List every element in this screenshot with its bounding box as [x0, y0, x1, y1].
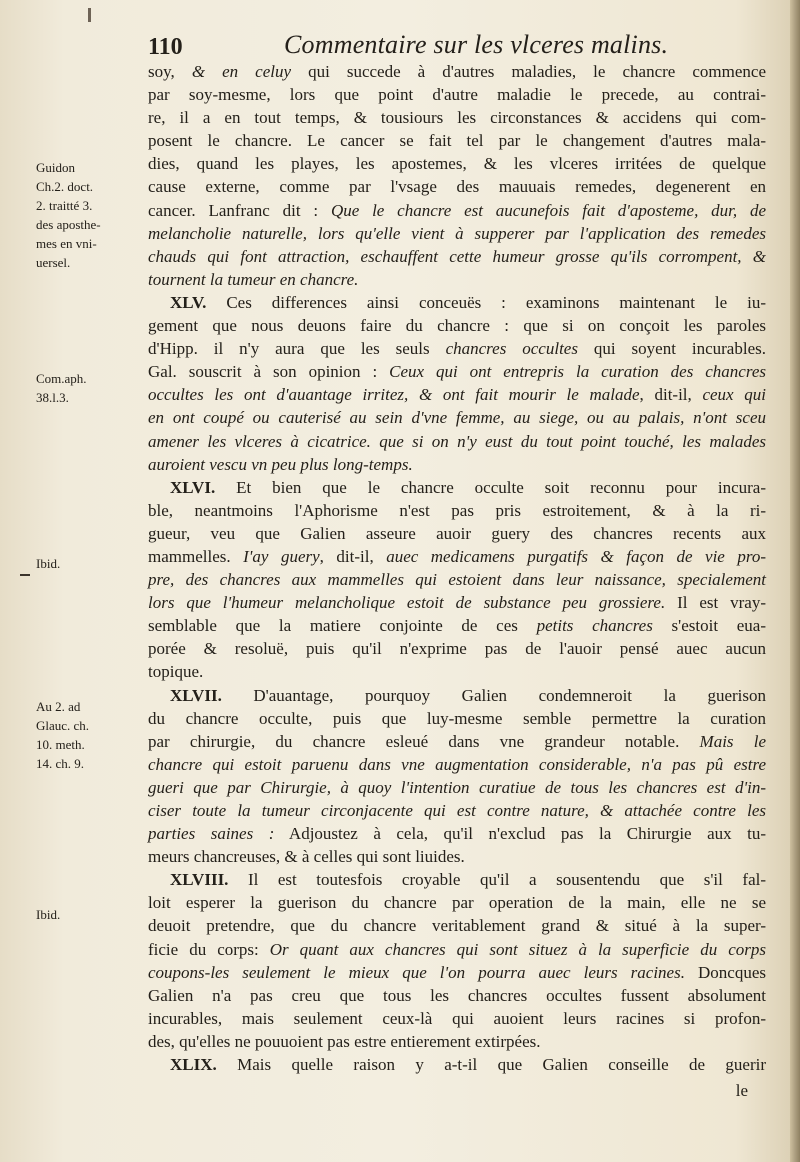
italic-quote: amener les vlceres à cicatrice. que si on n'y eust du tout point touché, les malades — [148, 431, 766, 451]
text-run: du chancre occulte, puis que luy-mesme semble permettre la curation — [148, 708, 766, 728]
italic-quote: Or quant aux chancres qui sont situez à la superficie du corps — [269, 939, 766, 959]
text-run: cancer. Lanfranc dit : — [148, 200, 331, 220]
text-line — [148, 129, 766, 152]
text-line — [148, 914, 766, 937]
italic-quote: coupons-les seulement le mieux que l'on pourra auec leurs racines. — [148, 962, 685, 982]
text-line — [148, 1007, 766, 1030]
text-run: deuoit pretendre, que du chancre veritablement grand & situé à la super- — [148, 916, 766, 936]
margin-note-line: Au 2. ad — [36, 699, 81, 714]
text-run: D'auantage, pourquoy Galien condemneroit la guerison — [221, 685, 766, 705]
margin-note-line: 10. meth. — [36, 737, 85, 752]
text-run: semblable que la matiere conjointe de ces — [148, 616, 537, 636]
margin-dash-mark — [20, 574, 30, 576]
text-line — [148, 891, 766, 914]
text-run: , dit-il, — [639, 385, 703, 405]
margin-note — [36, 369, 132, 407]
text-line — [148, 707, 766, 730]
text-line — [148, 337, 766, 360]
section-number: XLVIII. — [170, 870, 229, 890]
text-run: gueur, veu que Galien asseure auoir guery des chancres recents aux — [148, 523, 766, 543]
text-line — [148, 753, 766, 776]
margin-note-line: uersel. — [36, 255, 71, 270]
text-run: re, il a en tout temps, & tousiours les circonstances & accidens qui com- — [148, 108, 766, 128]
text-line — [148, 360, 766, 383]
section-number: XLVI. — [170, 477, 216, 497]
text-run: des, qu'elles ne pouuoient pas estre entierement extirpées. — [148, 1031, 541, 1051]
italic-quote: & en celuy — [191, 62, 292, 81]
text-line — [148, 1053, 766, 1076]
running-title: Commentaire sur les vlceres malins. — [284, 30, 669, 59]
text-line — [148, 430, 766, 453]
italic-quote: Que le chancre est aucunefois fait d'aposteme, dur, de — [330, 200, 766, 220]
catchword: le — [735, 1081, 748, 1100]
text-run: incurables, mais seulement ceux-là qui auoient leurs racines si profon- — [148, 1008, 766, 1028]
section-number: XLV. — [170, 292, 207, 312]
text-line — [148, 984, 766, 1007]
italic-quote: Ceux qui ont entrepris la curation des chancres — [389, 362, 766, 382]
text-line — [148, 660, 766, 683]
text-line — [148, 83, 766, 106]
margin-note-line: Ibid. — [36, 907, 61, 922]
text-line — [148, 175, 766, 198]
margin-note-line: Com.aph. — [36, 371, 87, 386]
text-run: ble, neantmoins l'Aphorisme n'est pas pris estroitement, & à la ri- — [148, 500, 766, 520]
italic-quote: auec medicamens purgatifs & façon de vie pro- — [386, 546, 766, 566]
text-line — [148, 383, 766, 406]
text-line — [148, 453, 766, 476]
text-run: porée & resoluë, puis qu'il n'exprime pas de l'auoir pensé auec aucun — [148, 639, 766, 659]
text-line — [148, 314, 766, 337]
text-line — [148, 291, 766, 314]
text-line — [148, 106, 766, 129]
page-gutter — [790, 0, 800, 1162]
italic-quote: chancres occultes — [445, 339, 578, 359]
margin-note-line: 2. traitté 3. — [36, 198, 93, 213]
text-line — [148, 822, 766, 845]
text-run: s'estoit eua- — [652, 616, 766, 636]
margin-note-line: des aposthe- — [36, 217, 101, 232]
text-run: qui soyent incurables. — [577, 339, 766, 359]
margin-note-line: Glauc. ch. — [36, 718, 90, 733]
text-run: par chirurgie, du chancre esleué dans vne grandeur notable. — [148, 731, 700, 751]
italic-quote: lors que l'humeur melancholique estoit de substance peu grossiere. — [148, 593, 666, 613]
text-line — [148, 60, 766, 83]
text-run: d'Hipp. il n'y aura que les seuls — [148, 339, 446, 359]
running-header — [148, 30, 768, 64]
italic-quote: Mais le — [699, 731, 766, 751]
text-run: cause externe, comme par l'vsage des mauuais remedes, degenerent en — [148, 177, 766, 197]
text-run: posent le chancre. Le cancer se fait tel par le changement d'autres mala- — [148, 131, 766, 151]
text-line — [148, 199, 766, 222]
text-run: Mais quelle raison y a-t-il que Galien conseille de guerir — [216, 1055, 766, 1075]
text-line — [148, 222, 766, 245]
text-line — [148, 152, 766, 175]
text-run: ficie du corps: — [148, 939, 270, 959]
text-line — [148, 499, 766, 522]
text-line — [148, 961, 766, 984]
ink-mark — [88, 8, 91, 22]
margin-note — [36, 697, 132, 773]
text-run: topique. — [148, 662, 204, 682]
italic-quote: chancre qui estoit paruenu dans vne augmentation considerable, n'a pas pû estre — [148, 754, 766, 774]
margin-note-line: Guidon — [36, 160, 75, 175]
text-line — [148, 568, 766, 591]
section-number: XLVII. — [170, 685, 222, 705]
text-line — [148, 684, 766, 707]
text-line — [148, 938, 766, 961]
text-line — [148, 245, 766, 268]
page-number: 110 — [148, 34, 183, 60]
text-run: par soy-mesme, lors que point d'autre maladie le precede, au contrai- — [148, 85, 766, 105]
italic-quote: tournent la tumeur en chancre. — [148, 269, 359, 289]
main-text — [148, 60, 766, 1076]
text-line — [148, 868, 766, 891]
text-line — [148, 845, 766, 868]
text-run: Il est toutesfois croyable qu'il a sousentendu que s'il fal- — [228, 870, 766, 890]
text-line — [148, 637, 766, 660]
text-line — [148, 591, 766, 614]
text-run: Doncques — [684, 962, 766, 982]
italic-quote: I'ay guery — [243, 546, 320, 566]
text-run: Galien n'a pas creu que tous les chancres occultes fussent absolument — [148, 985, 766, 1005]
text-run: mammelles. — [148, 546, 244, 566]
italic-quote: gueri que par Chirurgie, à quoy l'intention curatiue de tous les chancres est d'in- — [148, 777, 766, 797]
margin-note — [36, 554, 132, 573]
text-run: Adjoustez à cela, qu'il n'exclud pas la Chirurgie aux tu- — [274, 824, 766, 844]
text-run: gement que nous deuons faire du chancre : que si on conçoit les paroles — [148, 316, 766, 336]
text-line — [148, 799, 766, 822]
margin-note-line: Ibid. — [36, 556, 61, 571]
italic-quote: auroient vescu vn peu plus long-temps. — [148, 454, 413, 474]
text-line — [148, 476, 766, 499]
text-run: Ces differences ainsi conceuës : examinons maintenant le iu- — [206, 292, 766, 312]
margin-note — [36, 905, 132, 924]
margin-note-line: 14. ch. 9. — [36, 756, 85, 771]
text-line — [148, 776, 766, 799]
text-line — [148, 730, 766, 753]
margin-note-line: 38.l.3. — [36, 390, 69, 405]
margin-note-line: mes en vni- — [36, 236, 97, 251]
text-run: soy, — [148, 62, 192, 81]
italic-quote: parties saines : — [148, 824, 275, 844]
text-line — [148, 522, 766, 545]
italic-quote: pre, des chancres aux mammelles qui estoient dans leur naissance, specialement — [148, 570, 766, 590]
italic-quote: chauds qui font attraction, eschauffent cette humeur grosse qu'ils corrompent, & — [148, 246, 766, 266]
italic-quote: occultes les ont d'auantage irritez, & ont fait mourir le malade — [148, 385, 640, 405]
text-run: dies, quand les playes, les apostemes, & les vlceres irritées de quelque — [148, 154, 766, 174]
text-run: Il est vray- — [665, 593, 766, 613]
italic-quote: en ont coupé ou cauterisé au sein d'vne femme, au siege, ou au palais, n'ont sceu — [148, 408, 766, 428]
margin-note — [36, 158, 132, 272]
text-line — [148, 545, 766, 568]
text-run: Gal. souscrit à son opinion : — [148, 362, 390, 382]
text-line — [148, 1030, 766, 1053]
text-line — [148, 406, 766, 429]
text-line — [148, 614, 766, 637]
italic-quote: petits chancres — [536, 616, 653, 636]
text-run: meurs chancreuses, & à celles qui sont liuides. — [148, 847, 465, 867]
text-line — [148, 268, 766, 291]
italic-quote: ciser toute la tumeur circonjacente qui est contre nature, & attachée contre les — [148, 801, 766, 820]
text-run: loit esperer la guerison du chancre par operation de la main, elle ne se — [148, 893, 766, 913]
italic-quote: ceux qui — [702, 385, 766, 405]
text-run: , dit-il, — [319, 546, 387, 566]
margin-note-line: Ch.2. doct. — [36, 179, 94, 194]
italic-quote: melancholie naturelle, lors qu'elle vient à supperer par l'application des remedes — [148, 223, 766, 243]
section-number: XLIX. — [170, 1055, 217, 1075]
text-run: Et bien que le chancre occulte soit reconnu pour incura- — [215, 477, 766, 497]
text-run: qui succede à d'autres maladies, le chancre commence — [291, 62, 766, 81]
